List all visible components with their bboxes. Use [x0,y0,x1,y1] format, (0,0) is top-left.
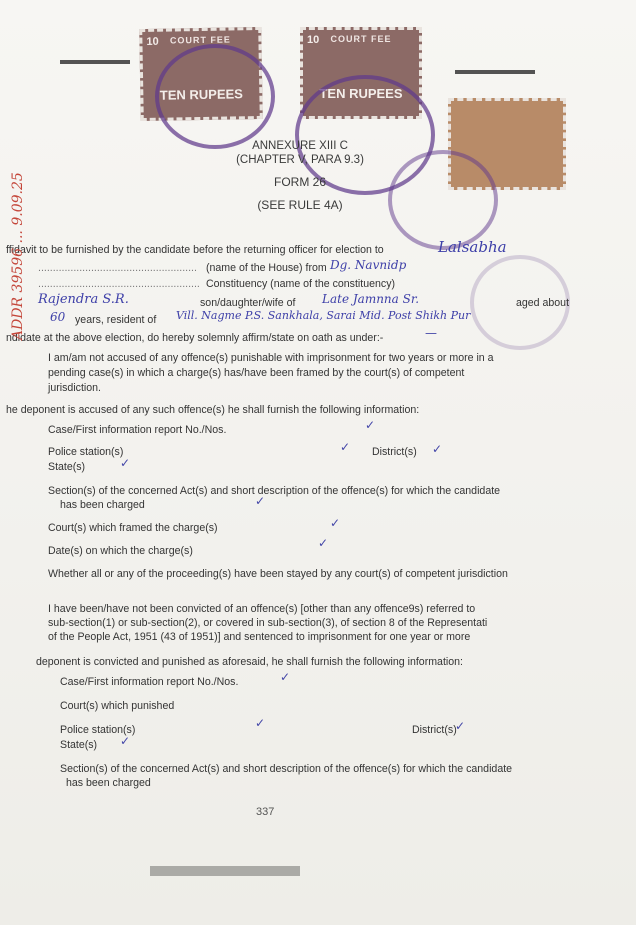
chapter-ref: (CHAPTER V, PARA 9.3) [236,154,364,166]
check-mark: ✓ [365,418,376,432]
item2-sections: Section(s) of the concerned Act(s) and short description of the offence(s) for which the candidate [60,763,513,775]
item-court-framed: Court(s) which framed the charge(s) [48,522,218,534]
relation-label: son/daughter/wife of [200,297,296,309]
affidavit-intro-line: ffidavit to be furnished by the candidate before the returning officer for election to [6,244,384,256]
stamp-body-text: TEN RUPEES [159,86,244,103]
item2-state: State(s) [60,739,98,751]
check-mark: — [425,326,437,340]
check-mark: ✓ [340,440,351,454]
district-label: District(s) [372,446,417,458]
check-mark: ✓ [120,456,131,470]
check-mark: ✓ [255,716,266,730]
form-number: FORM 26 [273,175,326,189]
check-mark: ✓ [318,536,329,550]
margin-handwritten-note: ADDR 39596 ... 9.09.25 [10,172,26,340]
para1-line2: pending case(s) in which a charge(s) has/have been framed by the court(s) of competent [48,367,465,379]
handwritten-name: Rajendra S.R. [38,292,129,307]
para1-line3: jurisdiction. [48,382,101,394]
check-mark: ✓ [255,494,266,508]
handwritten-from: Dg. Navnidp [330,258,407,272]
annexure-title: ANNEXURE XIII C [252,140,348,152]
check-mark: ✓ [120,734,131,748]
item-sections-cont: has been charged [60,499,145,511]
dotted-blank: ...................................................... [38,262,197,274]
house-name-label: (name of the House) from [206,262,327,274]
item2-sections-cont: has been charged [66,777,151,789]
check-mark: ✓ [455,719,466,733]
item-state: State(s) [48,461,86,473]
handwritten-address: Vill. Nagme P.S. Sankhala, Sarai Mid. Post Shikh Pur [176,309,471,322]
scan-edge-top-left [60,60,130,64]
resident-label: years, resident of [75,314,157,326]
stamp-value: 10 [307,34,320,46]
handwritten-election-to: Lalsabha [438,238,507,256]
constituency-label: Constituency (name of the constituency) [206,278,396,290]
check-mark: ✓ [280,670,291,684]
rule-ref: (SEE RULE 4A) [257,198,343,212]
page-number: 337 [256,806,275,818]
oath-line: ndidate at the above election, do hereby solemnly affirm/state on oath as under:- [6,332,384,344]
item-case-fir: Case/First information report No./Nos. [48,424,227,436]
district-label: District(s) [412,724,457,736]
dotted-blank: ....................................................... [38,278,200,290]
check-mark: ✓ [432,442,443,456]
handwritten-father-name: Late Jamnna Sr. [322,292,420,306]
official-seal-1 [155,44,275,149]
stamp-top-text: COURT FEE [330,34,392,44]
para2-line2: sub-section(1) or sub-section(2), or covered in sub-section(3), of section 8 of the Representati [48,617,488,629]
accused-info-intro: he deponent is accused of any such offence(s) he shall furnish the following information: [6,404,420,416]
item2-police-station: Police station(s) [60,724,136,736]
stamp-value: 10 [146,35,159,48]
para2-line3: of the People Act, 1951 (43 of 1951)] and sentenced to imprisonment for one year or more [48,631,471,643]
item2-case-fir: Case/First information report No./Nos. [60,676,239,688]
age-label: aged about [516,297,570,309]
stamp-top-text: COURT FEE [169,34,231,46]
scan-edge-bottom [150,866,300,876]
item-date-charges: Date(s) on which the charge(s) [48,545,193,557]
item-police-station: Police station(s) [48,446,124,458]
para2-line1: I have been/have not been convicted of an offence(s) [other than any offence9s) referred to [48,603,476,615]
item2-court-punished: Court(s) which punished [60,700,175,712]
item-sections: Section(s) of the concerned Act(s) and short description of the offence(s) for which the candidate [48,485,501,497]
scan-edge-top-right [455,70,535,74]
convicted-info-intro: deponent is convicted and punished as aforesaid, he shall furnish the following information: [36,656,463,668]
check-mark: ✓ [330,516,341,530]
handwritten-age: 60 [50,310,66,324]
para1-line1: I am/am not accused of any offence(s) punishable with imprisonment for two years or more in a [48,352,494,364]
item-stayed: Whether all or any of the proceeding(s) have been stayed by any court(s) of competent jurisdiction [48,568,508,580]
stamp-body-text: TEN RUPEES [319,86,403,101]
